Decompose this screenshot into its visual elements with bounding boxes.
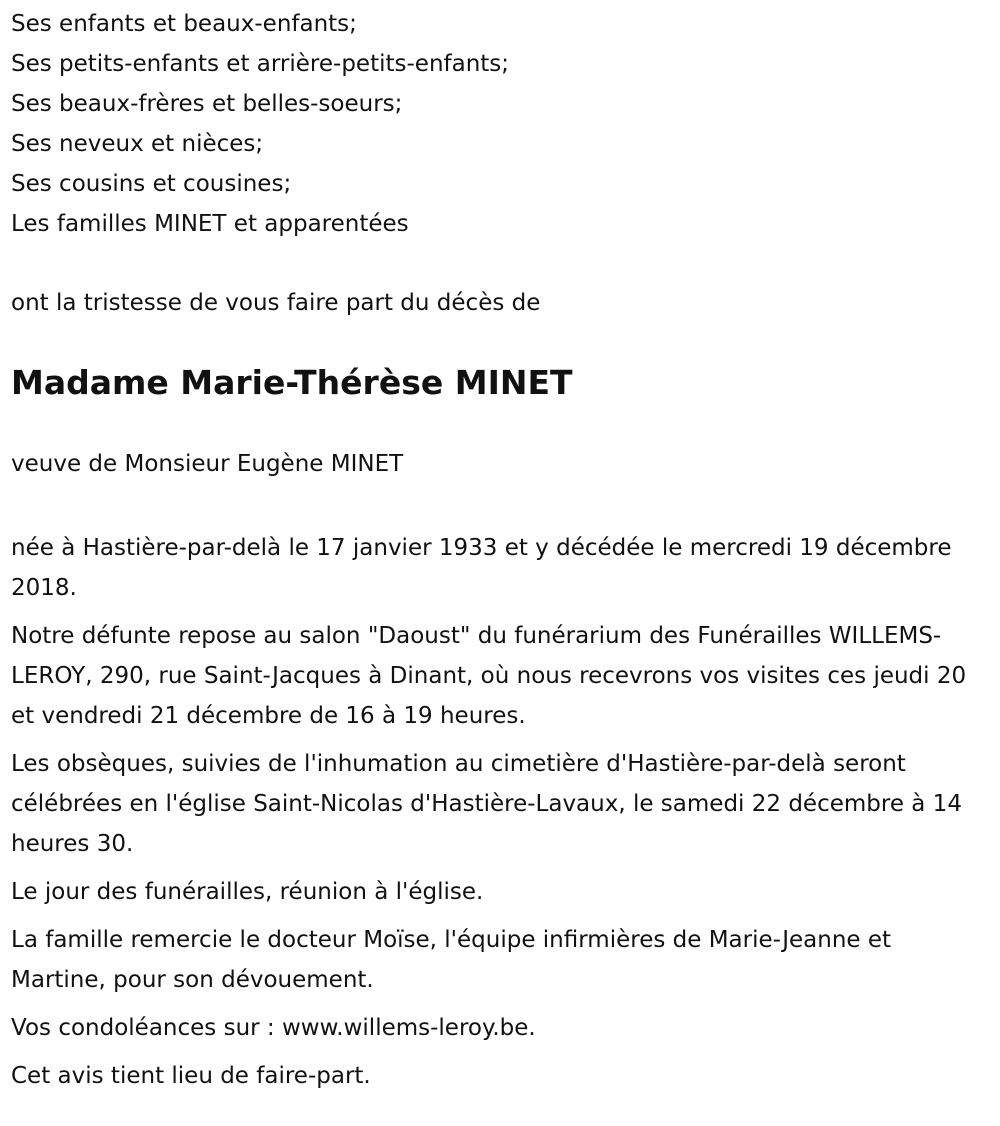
family-line-children: Ses enfants et beaux-enfants; xyxy=(11,11,357,37)
family-line-families: Les familles MINET et apparentées xyxy=(11,211,409,237)
thanks-paragraph: La famille remercie le docteur Moïse, l'équipe infirmières de Marie-Jeanne et Martine, pour son dévouement. xyxy=(11,927,892,993)
visitation-paragraph: Notre défunte repose au salon "Daoust" du funérarium des Funérailles WILLEMS-LEROY, 290, rue Saint-Jacques à Dinant, où nous recevrons vos visites ces jeudi 20 et vendredi 21 décembre de 16 à 19 heures. xyxy=(11,623,967,729)
family-line-cousins: Ses cousins et cousines; xyxy=(11,171,292,197)
widow-line: veuve de Monsieur Eugène MINET xyxy=(11,451,404,477)
announcement-intro: ont la tristesse de vous faire part du décès de xyxy=(11,290,541,316)
family-line-grandchildren: Ses petits-enfants et arrière-petits-enfants; xyxy=(11,51,510,77)
family-line-nephews: Ses neveux et nièces; xyxy=(11,131,264,157)
deceased-name: Madame Marie-Thérèse MINET xyxy=(11,363,573,402)
meeting-paragraph: Le jour des funérailles, réunion à l'église. xyxy=(11,879,484,905)
obituary-notice xyxy=(11,0,986,1096)
notice-paragraph: Cet avis tient lieu de faire-part. xyxy=(11,1063,371,1089)
funeral-paragraph: Les obsèques, suivies de l'inhumation au cimetière d'Hastière-par-delà seront célébrées en l'église Saint-Nicolas d'Hastière-Lavaux, le samedi 22 décembre à 14 heures 30. xyxy=(11,751,962,857)
condolences-paragraph: Vos condoléances sur : www.willems-leroy.be. xyxy=(11,1015,536,1041)
family-list xyxy=(11,4,986,244)
family-line-in-laws: Ses beaux-frères et belles-soeurs; xyxy=(11,91,403,117)
birth-death-paragraph: née à Hastière-par-delà le 17 janvier 1933 et y décédée le mercredi 19 décembre 2018. xyxy=(11,535,952,601)
